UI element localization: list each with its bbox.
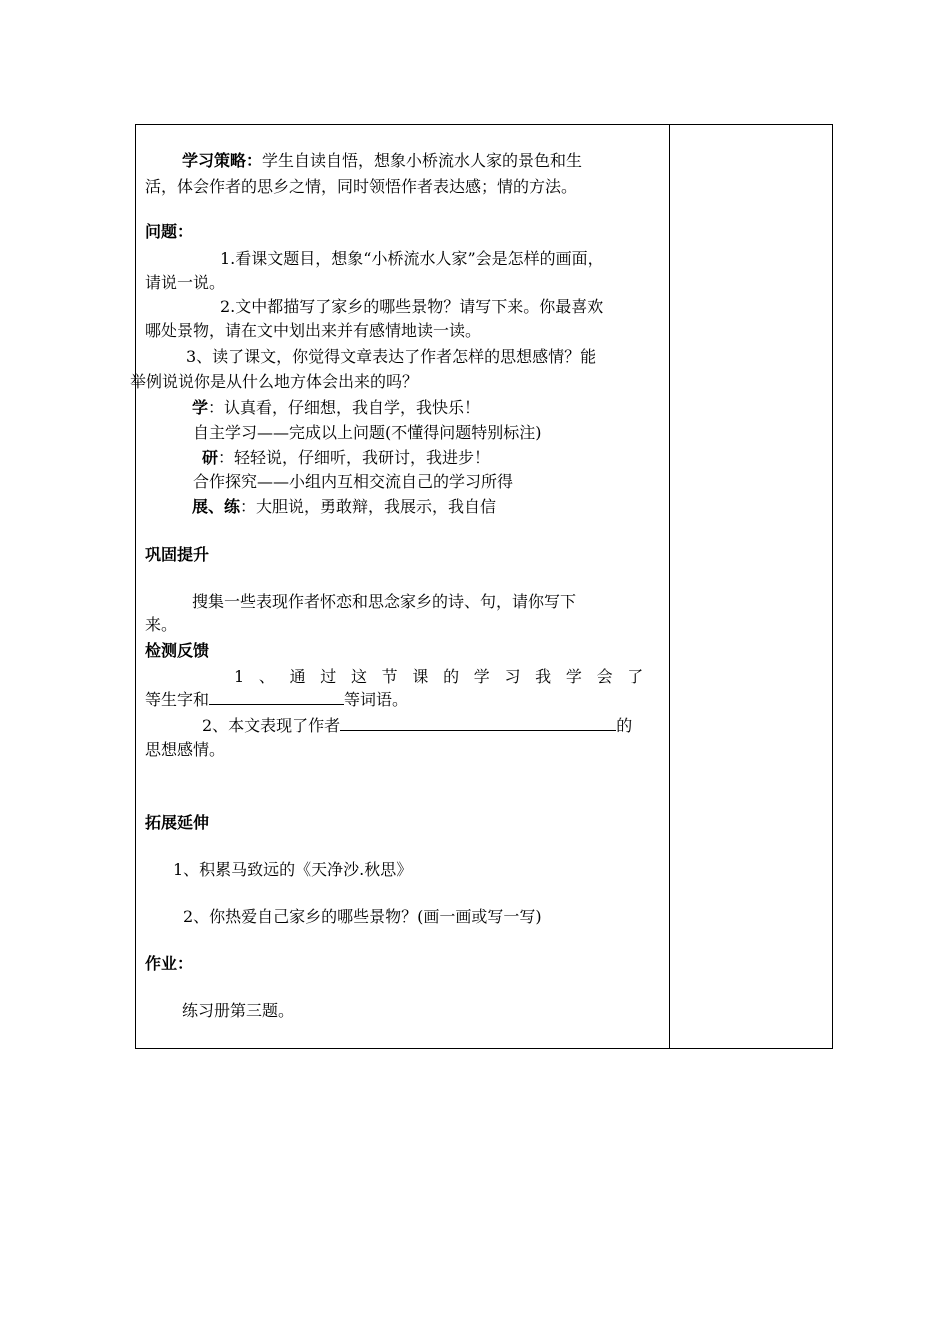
learn-text: ：认真看，仔细想，我自学，我快乐！ <box>208 398 481 417</box>
strategy-text-1: 学生自读自悟，想象小桥流水人家的景色和生 <box>262 151 583 170</box>
feedback-item-1-prefix: 等生字和 <box>145 690 210 709</box>
lesson-table <box>130 124 833 1049</box>
strategy-label: 学习策略： <box>182 151 263 170</box>
learn-label: 学 <box>192 398 209 417</box>
self-study-line: 自主学习——完成以上问题(不懂得问题特别标注) <box>193 423 542 442</box>
question-3-line-1: 3、读了课文，你觉得文章表达了作者怎样的思想感情？能 <box>186 347 597 366</box>
feedback-blank-2[interactable] <box>340 716 616 731</box>
feedback-item-2-line-1 <box>202 716 632 736</box>
extension-item-1: 1、积累马致远的《天净沙.秋思》 <box>173 860 413 879</box>
notes-cell <box>670 125 832 1048</box>
homework-heading: 作业： <box>145 954 194 973</box>
feedback-blank-1[interactable] <box>209 690 344 705</box>
show-text: ：大胆说，勇敢辩，我展示，我自信 <box>240 497 497 516</box>
feedback-item-2-prefix: 2、本文表现了作者 <box>202 716 341 735</box>
question-3-line-2: 举例说说你是从什么地方体会出来的吗？ <box>130 372 419 391</box>
question-2-line-1: 2.文中都描写了家乡的哪些景物？请写下来。你最喜欢 <box>220 297 604 316</box>
research-label: 研 <box>202 448 219 467</box>
question-1-line-2: 请说一说。 <box>145 273 226 292</box>
show-label: 展、练 <box>192 497 241 516</box>
learn-line <box>192 398 480 418</box>
extension-item-2: 2、你热爱自己家乡的哪些景物？(画一画或写一写) <box>183 907 542 926</box>
extension-heading: 拓展延伸 <box>145 813 210 832</box>
feedback-item-1-suffix: 等词语。 <box>344 690 409 709</box>
consolidate-line-1: 搜集一些表现作者怀恋和思念家乡的诗、句，请你写下 <box>192 592 577 611</box>
strategy-line-2: 活，体会作者的思乡之情，同时领悟作者表达感；情的方法。 <box>145 177 578 196</box>
strategy-line-1 <box>182 151 582 171</box>
feedback-item-1-line-1: 1、通过这节课的学习我学会了 <box>234 667 658 686</box>
questions-heading: 问题： <box>145 222 194 241</box>
cooperate-line: 合作探究——小组内互相交流自己的学习所得 <box>193 472 514 491</box>
feedback-heading: 检测反馈 <box>145 641 210 660</box>
consolidate-line-2: 来。 <box>145 615 178 634</box>
research-text: ：轻轻说，仔细听，我研讨，我进步！ <box>218 448 491 467</box>
feedback-item-1-line-2 <box>145 690 408 710</box>
research-line <box>202 448 490 468</box>
question-2-line-2: 哪处景物，请在文中划出来并有感情地读一读。 <box>145 321 482 340</box>
homework-text: 练习册第三题。 <box>182 1001 295 1020</box>
consolidate-heading: 巩固提升 <box>145 545 210 564</box>
show-line <box>192 497 496 517</box>
question-1-line-1: 1.看课文题目，想象“小桥流水人家”会是怎样的画面， <box>220 249 604 268</box>
feedback-item-2-line-2: 思想感情。 <box>145 740 226 759</box>
feedback-item-2-suffix: 的 <box>616 716 633 735</box>
